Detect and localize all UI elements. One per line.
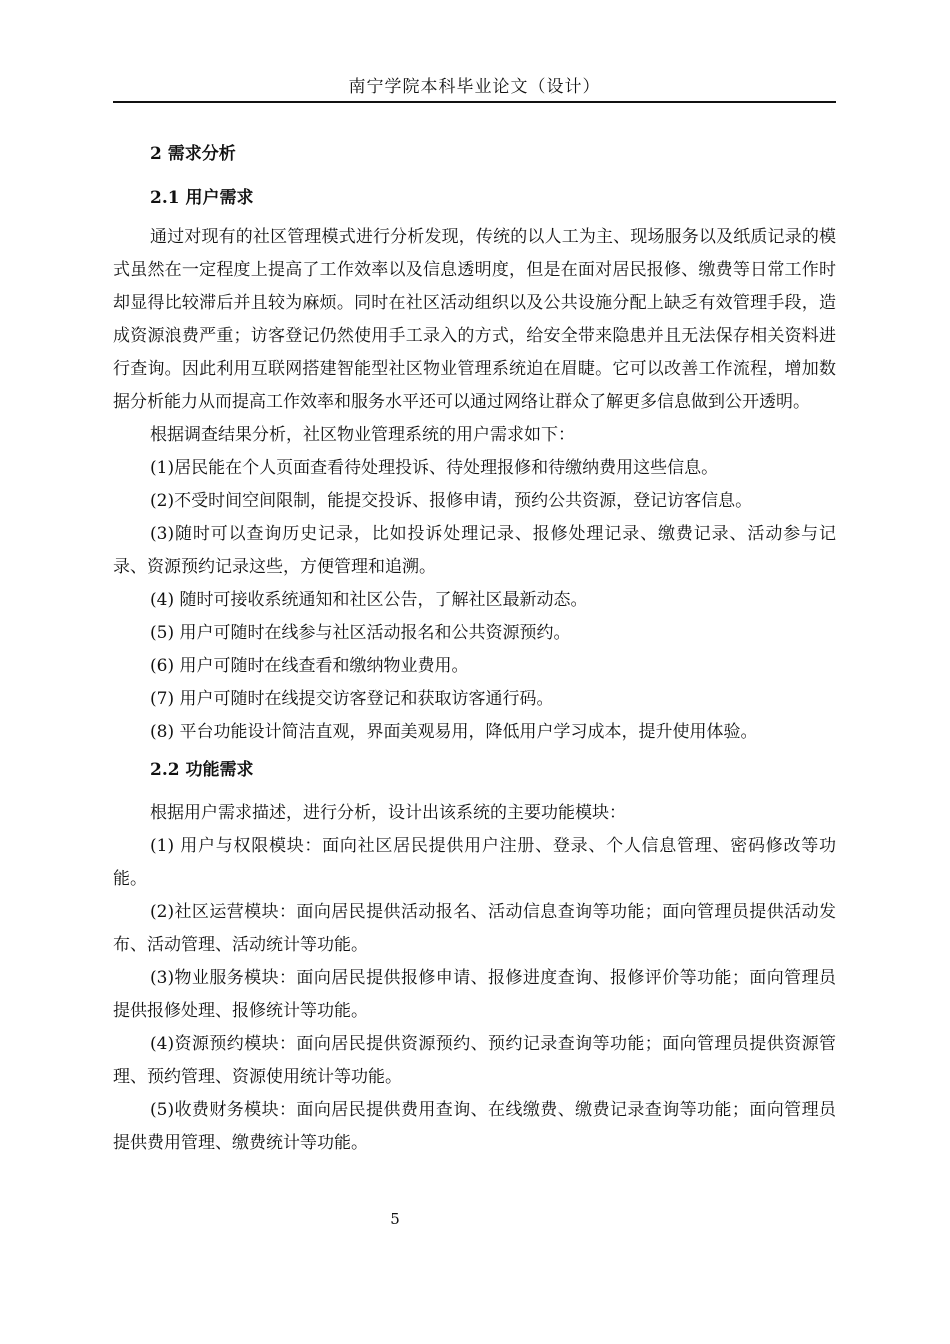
list-item: (4)资源预约模块：面向居民提供资源预约、预约记录查询等功能；面向管理员提供资源管理、预约管理、资源使用统计等功能。 (113, 1034, 836, 1087)
list-item: (7) 用户可随时在线提交访客登记和获取访客通行码。 (150, 689, 554, 709)
paragraph-lead: 根据调查结果分析，社区物业管理系统的用户需求如下： (150, 425, 575, 445)
list-item: (1)居民能在个人页面查看待处理投诉、待处理报修和待缴纳费用这些信息。 (150, 458, 719, 478)
list-item: (5) 用户可随时在线参与社区活动报名和公共资源预约。 (150, 623, 571, 643)
list-item: (2)不受时间空间限制，能提交投诉、报修申请，预约公共资源，登记访客信息。 (150, 491, 753, 511)
page-number: 5 (390, 1210, 400, 1228)
list-item: (2)社区运营模块：面向居民提供活动报名、活动信息查询等功能；面向管理员提供活动发布、活动管理、活动统计等功能。 (113, 902, 836, 955)
list-item: (1) 用户与权限模块：面向社区居民提供用户注册、登录、个人信息管理、密码修改等功能。 (113, 836, 836, 889)
document-body (113, 139, 836, 1160)
subsection-heading-user-requirements: 2.1 用户需求 (150, 188, 254, 208)
header-divider (113, 101, 836, 103)
paragraph-intro: 通过对现有的社区管理模式进行分析发现，传统的以人工为主、现场服务以及纸质记录的模式虽然在一定程度上提高了工作效率以及信息透明度，但是在面对居民报修、缴费等日常工作时却显得比较滞后并且较为麻烦。同时在社区活动组织以及公共设施分配上缺乏有效管理手段，造成资源浪费严重；访客登记仍然使用手工录入的方式，给安全带来隐患并且无法保存相关资料进行查询。因此利用互联网搭建智能型社区物业管理系统迫在眉睫。它可以改善工作流程，增加数据分析能力从而提高工作效率和服务水平还可以通过网络让群众了解更多信息做到公开透明。 (113, 227, 836, 412)
list-item: (4) 随时可接收系统通知和社区公告，了解社区最新动态。 (150, 590, 588, 610)
list-item: (8) 平台功能设计简洁直观，界面美观易用，降低用户学习成本，提升使用体验。 (150, 722, 758, 742)
list-item: (6) 用户可随时在线查看和缴纳物业费用。 (150, 656, 469, 676)
section-heading: 2 需求分析 (150, 144, 236, 164)
subsection-heading-functional-requirements: 2.2 功能需求 (150, 760, 254, 780)
paragraph-lead: 根据用户需求描述，进行分析，设计出该系统的主要功能模块： (150, 803, 626, 823)
list-item: (3)物业服务模块：面向居民提供报修申请、报修进度查询、报修评价等功能；面向管理员提供报修处理、报修统计等功能。 (113, 968, 836, 1021)
list-item: (3)随时可以查询历史记录，比如投诉处理记录、报修处理记录、缴费记录、活动参与记录、资源预约记录这些，方便管理和追溯。 (113, 524, 836, 577)
list-item: (5)收费财务模块：面向居民提供费用查询、在线缴费、缴费记录查询等功能；面向管理员提供费用管理、缴费统计等功能。 (113, 1100, 836, 1153)
page-header-title: 南宁学院本科毕业论文（设计） (348, 77, 601, 97)
